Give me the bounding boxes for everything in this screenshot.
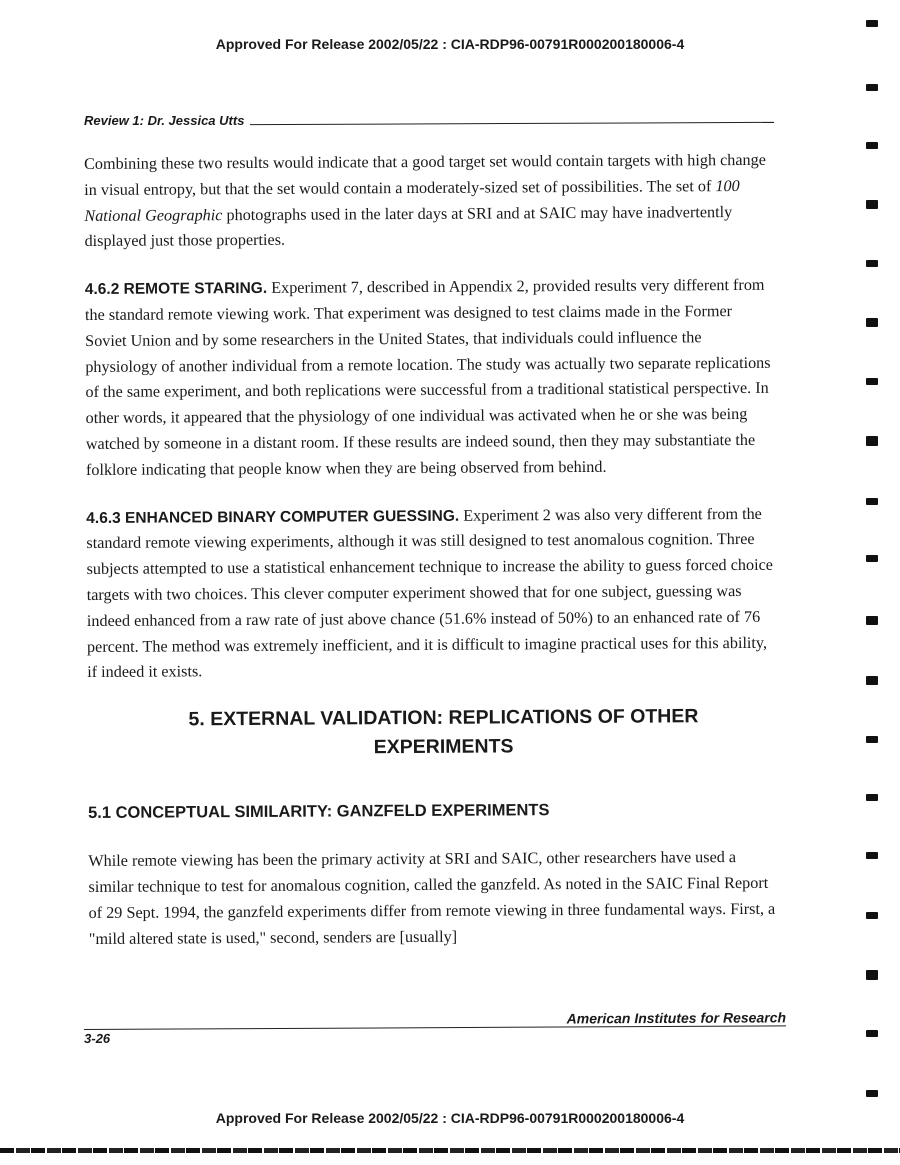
scan-mark <box>866 200 878 209</box>
scan-mark <box>866 436 878 446</box>
scan-mark <box>866 84 878 91</box>
page-number: 3-26 <box>84 1030 111 1046</box>
page-footer <box>84 1009 787 1048</box>
scan-mark <box>866 378 878 385</box>
scan-mark <box>866 142 878 149</box>
scan-mark <box>866 912 878 919</box>
chapter-heading-line1: 5. EXTERNAL VALIDATION: REPLICATIONS OF OTHER <box>188 705 699 731</box>
intro-text-1: Combining these two results would indicate that a good target set would contain targets with high change in visual entropy, but that the set would contain a moderately-sized set of possibilities. The set of <box>84 150 766 199</box>
scan-mark <box>866 676 878 685</box>
release-footer: Approved For Release 2002/05/22 : CIA-RDP96-00791R000200180006-4 <box>215 1110 685 1126</box>
header-rule <box>250 122 774 125</box>
chapter-heading-line2: EXPERIMENTS <box>373 735 514 759</box>
binary-guessing-paragraph <box>86 501 779 686</box>
scan-mark <box>866 852 878 859</box>
scan-mark <box>866 736 878 743</box>
scan-mark <box>866 1030 878 1037</box>
scan-margin-marks <box>866 0 882 1120</box>
scan-mark <box>866 1090 878 1097</box>
running-header-text: Review 1: Dr. Jessica Utts <box>84 113 245 128</box>
remote-staring-paragraph <box>85 273 778 484</box>
intro-text-2: photographs used in the later days at SRI and at SAIC may have inadvertently displayed just those properties. <box>84 202 733 251</box>
scan-mark <box>866 616 878 625</box>
scan-bottom-edge <box>0 1148 900 1153</box>
remote-staring-text: Experiment 7, described in Appendix 2, provided results very different from the standard remote viewing work. That experiment was designed to test claims made in the Former Soviet Union and by some researchers in the United States, that individuals could influence the physiology of another individual from a remote location. The study was actually two separate replications of the same experiment, and both replications were successful from a traditional statistical perspective. In other words, it appeared that the physiology of one individual was activated when he or she was being watched by someone in a distant room. If these results are indeed sound, then they may substantiate the folklore indicating that people know when they are being observed from behind. <box>84 276 771 479</box>
scan-mark <box>866 498 878 505</box>
binary-guessing-heading: 4.6.3 ENHANCED BINARY COMPUTER GUESSING. <box>86 507 460 527</box>
scan-mark <box>866 260 878 267</box>
intro-paragraph <box>84 148 777 255</box>
page-body <box>84 148 781 953</box>
ganzfeld-paragraph: While remote viewing has been the primary activity at SRI and SAIC, other researchers have used a similar technique to test for anomalous cognition, called the ganzfeld. As noted in the SAIC Final Report of 29 Sept. 1994, the ganzfeld experiments differ from remote viewing in three fundamental ways. First, a "mild altered state is used," second, senders are [usually] <box>88 848 776 948</box>
footer-organization: American Institutes for Research <box>566 1009 787 1027</box>
chapter-heading <box>87 702 779 764</box>
scan-mark <box>866 555 878 562</box>
scan-mark <box>866 20 878 27</box>
footer-rule <box>84 1025 786 1030</box>
section-heading: 5.1 CONCEPTUAL SIMILARITY: GANZFELD EXPERIMENTS <box>87 801 550 823</box>
remote-staring-heading: 4.6.2 REMOTE STARING. <box>84 280 268 299</box>
scan-mark <box>866 794 878 801</box>
scan-mark <box>866 318 878 327</box>
binary-guessing-text: Experiment 2 was also very different from the standard remote viewing experiments, although it was still designed to test anomalous cognition. Three subjects attempted to use a statistical enhancement technique to increase the ability to guess forced choice targets with two choices. This clever computer experiment showed that for one subject, guessing was indeed enhanced from a raw rate of just above chance (51.6% instead of 50%) to an enhanced rate of 76 percent. The method was extremely inefficient, and it is difficult to imagine practical uses for this ability, if indeed it exists. <box>86 504 773 682</box>
running-header <box>84 113 774 128</box>
intro-emphasis: 100 National Geographic <box>84 176 740 225</box>
scan-mark <box>866 970 878 980</box>
release-header: Approved For Release 2002/05/22 : CIA-RDP96-00791R000200180006-4 <box>215 36 685 52</box>
